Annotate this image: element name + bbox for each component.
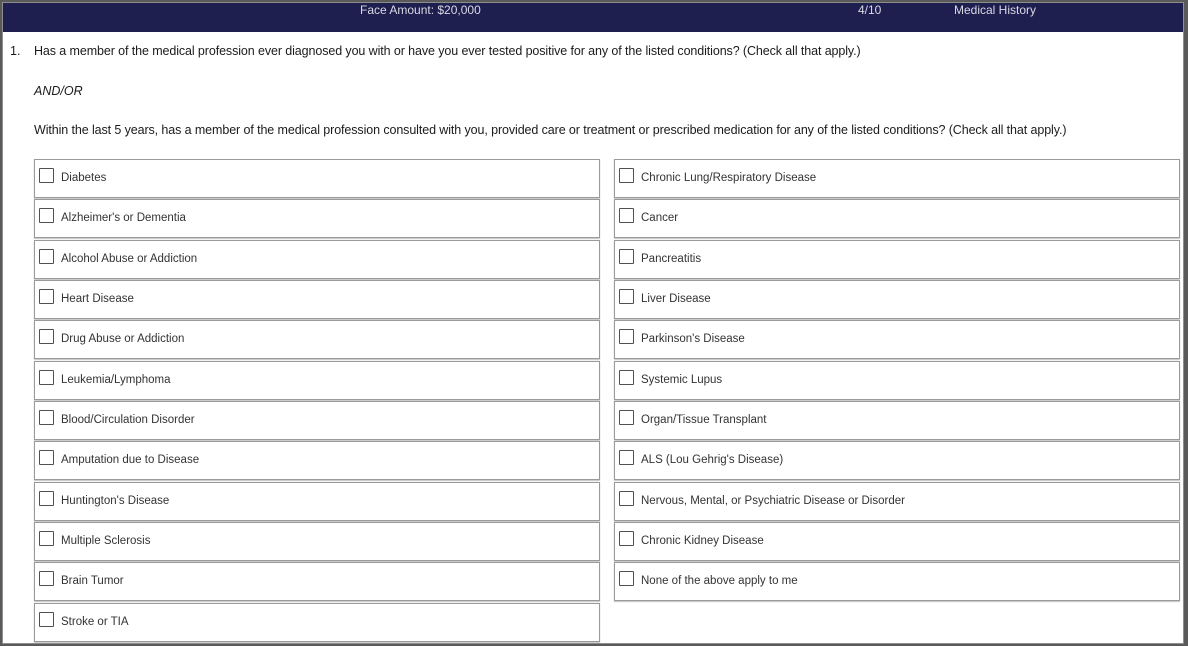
condition-label: Multiple Sclerosis [61, 535, 151, 548]
checkbox[interactable] [39, 168, 54, 183]
checkbox[interactable] [39, 289, 54, 304]
condition-label: Organ/Tissue Transplant [641, 414, 767, 427]
conditions-column-right [614, 159, 1180, 603]
question-text: Has a member of the medical profession ever diagnosed you with or have you ever tested positive for any of the listed conditions? (Check all that apply.) [34, 44, 861, 58]
condition-label: Brain Tumor [61, 575, 124, 588]
question-text-secondary: Within the last 5 years, has a member of the medical profession consulted with you, provided care or treatment or prescribed medication for any of the listed conditions? (Check all that apply.) [34, 123, 1067, 137]
condition-label: Chronic Lung/Respiratory Disease [641, 172, 817, 184]
condition-label: Alcohol Abuse or Addiction [61, 252, 198, 265]
checkbox[interactable] [619, 289, 634, 304]
condition-label: Chronic Kidney Disease [641, 535, 764, 548]
checkbox[interactable] [619, 410, 634, 425]
section-title: Medical History [954, 3, 1037, 17]
page-indicator: 4/10 [858, 3, 882, 17]
condition-option[interactable] [614, 441, 1180, 480]
checkbox[interactable] [39, 329, 54, 344]
checkbox[interactable] [39, 450, 54, 465]
checkbox[interactable] [39, 491, 54, 506]
condition-label: Parkinson's Disease [641, 333, 745, 346]
condition-option[interactable] [34, 361, 600, 400]
checkbox[interactable] [619, 491, 634, 506]
condition-option[interactable] [614, 320, 1180, 359]
condition-option[interactable] [34, 280, 600, 319]
checkbox[interactable] [39, 370, 54, 385]
condition-label: Diabetes [61, 172, 107, 184]
checkbox[interactable] [619, 249, 634, 264]
condition-label: None of the above apply to me [641, 575, 798, 588]
conditions-column-left [34, 159, 600, 643]
condition-option[interactable] [34, 603, 600, 642]
condition-option[interactable] [614, 240, 1180, 279]
checkbox[interactable] [619, 450, 634, 465]
checkbox[interactable] [39, 612, 54, 627]
condition-label: Alzheimer's or Dementia [61, 212, 186, 225]
condition-option[interactable] [34, 482, 600, 521]
condition-option[interactable] [614, 482, 1180, 521]
condition-label: Huntington's Disease [61, 494, 170, 507]
condition-option[interactable] [614, 199, 1180, 238]
application-form [2, 2, 1184, 644]
condition-label: Stroke or TIA [61, 615, 129, 628]
condition-option[interactable] [34, 320, 600, 359]
condition-option[interactable] [34, 401, 600, 440]
face-amount-text: Face Amount: $20,000 [360, 3, 481, 17]
question-and-or: AND/OR [34, 84, 83, 98]
condition-label: Leukemia/Lymphoma [61, 373, 171, 386]
condition-label: ALS (Lou Gehrig's Disease) [641, 454, 784, 467]
checkbox[interactable] [619, 168, 634, 183]
checkbox[interactable] [619, 329, 634, 344]
condition-option[interactable] [34, 522, 600, 561]
condition-option[interactable] [614, 401, 1180, 440]
checkbox[interactable] [619, 531, 634, 546]
checkbox[interactable] [39, 531, 54, 546]
condition-label: Systemic Lupus [641, 373, 723, 386]
condition-label: Blood/Circulation Disorder [61, 414, 195, 427]
condition-label: Drug Abuse or Addiction [61, 333, 185, 346]
checkbox[interactable] [39, 208, 54, 223]
checkbox[interactable] [619, 370, 634, 385]
condition-option[interactable] [34, 199, 600, 238]
condition-option[interactable] [34, 562, 600, 601]
condition-option[interactable] [614, 361, 1180, 400]
checkbox[interactable] [39, 410, 54, 425]
condition-label: Liver Disease [641, 293, 711, 306]
condition-option[interactable] [614, 522, 1180, 561]
condition-option[interactable] [614, 562, 1180, 601]
condition-label: Amputation due to Disease [61, 454, 200, 467]
condition-option[interactable] [34, 159, 600, 198]
condition-option[interactable] [614, 159, 1180, 198]
condition-option[interactable] [34, 240, 600, 279]
condition-label: Heart Disease [61, 293, 134, 306]
condition-label: Pancreatitis [641, 252, 702, 265]
checkbox[interactable] [619, 571, 634, 586]
checkbox[interactable] [39, 249, 54, 264]
condition-option[interactable] [614, 280, 1180, 319]
question-number: 1. [10, 44, 21, 58]
checkbox[interactable] [619, 208, 634, 223]
header-bar [3, 3, 1184, 32]
condition-option[interactable] [34, 441, 600, 480]
condition-label: Nervous, Mental, or Psychiatric Disease or Disorder [641, 494, 905, 507]
checkbox[interactable] [39, 571, 54, 586]
condition-label: Cancer [641, 212, 679, 225]
